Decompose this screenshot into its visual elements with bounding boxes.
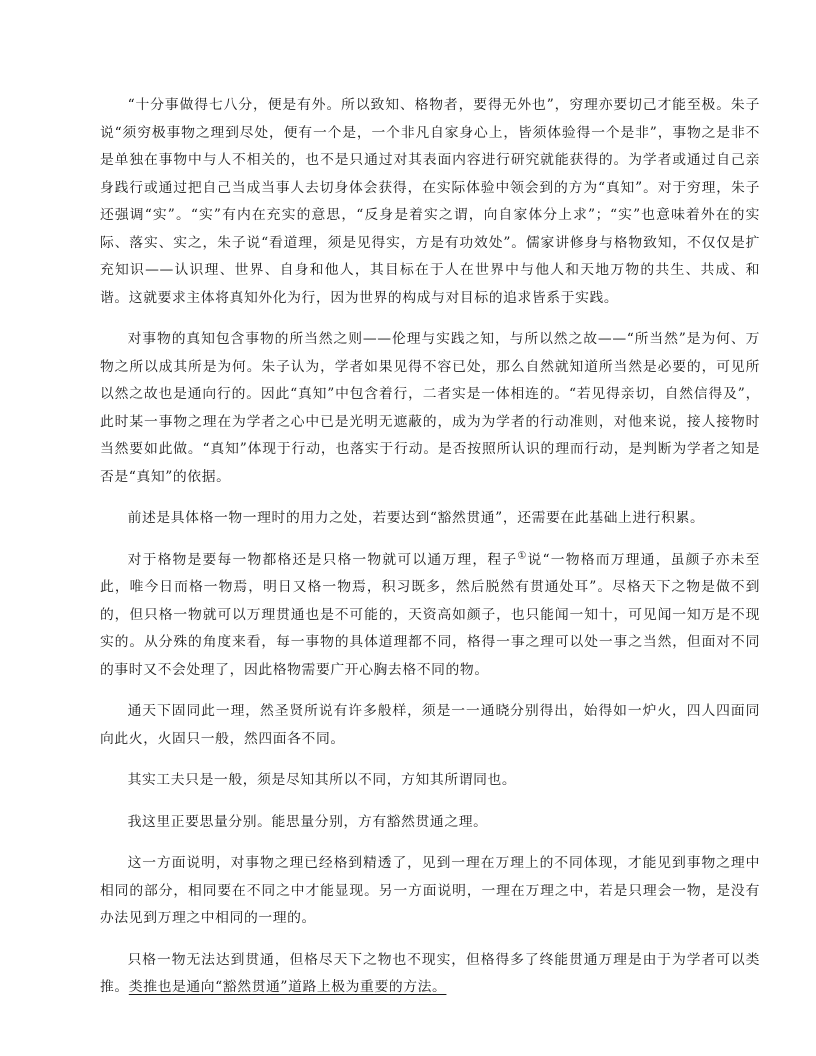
paragraph-8: 这一方面说明，对事物之理已经格到精透了，见到一理在万理上的不同体现，才能见到事物之理中相同的部分，相同要在不同之中才能显现。另一方面说明，一理在万理之中，若是只理会一物，是没有办法见到万理之中相同的一理的。 — [100, 855, 760, 926]
paragraph-5-quote: 通天下固同此一理，然圣贤所说有许多般样，须是一一通晓分别得出，始得如一炉火，四人四面同向此火，火固只一般，然四面各不同。 — [100, 703, 760, 747]
paragraph-4-text-after-note: 说“一物格而万理通，虽颜子亦未至此，唯今日而格一物焉，明日又格一物焉，积习既多，然后脱然有贯通处耳”。尽格天下之物是做不到的，但只格一物就可以万理贯通也是不可能的，天资高如颜子，也只能闻一知十，可见闻一知万是不现实的。从分殊的角度来看，每一事物的具体道理都不同，格得一事之理可以处一事之当然，但面对不同的事时又不会处理了，因此格物需要广开心胸去格不同的物。 — [100, 551, 760, 678]
paragraph-4 — [100, 547, 760, 685]
paragraph-3: 前述是具体格一物一理时的用力之处，若要达到“豁然贯通”，还需要在此基础上进行积累。 — [127, 510, 705, 526]
paragraph-9-text: 只格一物无法达到贯通，但格尽天下之物也不现实，但格得多了终能贯通万理是由于为学者可以类推。 — [100, 951, 760, 995]
footnote-marker[interactable]: ① — [517, 549, 528, 561]
paragraph-7-quote: 我这里正要思量分别。能思量分别，方有豁然贯通之理。 — [127, 813, 488, 830]
paragraph-2: 对事物的真知包含事物的所当然之则——伦理与实践之知，与所以然之故——“所当然”是为何、万物之所以成其所是为何。朱子认为，学者如果见得不容已处，那么自然就知道所当然是必要的，可见所以然之故也是通向行的。因此“真知”中包含着行，二者实是一体相连的。“若见得亲切，自然信得及”，此时某一事物之理在为学者之心中已是光明无遮蔽的，成为为学者的行动准则，对他来说，接人接物时当然要如此做。“真知”体现于行动，也落实于行动。是否按照所认识的理而行动，是判断为学者之知是否是“真知”的依据。 — [100, 331, 760, 485]
paragraph-1: “十分事做得七八分，便是有外。所以致知、格物者，要得无外也”，穷理亦要切己才能至极。朱子说“须穷极事物之理到尽处，便有一个是，一个非凡自家身心上，皆须体验得一个是非”，事物之是非不是单独在事物中与人不相关的，也不是只通过对其表面内容进行研究就能获得的。为学者或通过自己亲身践行或通过把自己当成当事人去切身体会获得，在实际体验中领会到的方为“真知”。对于穷理，朱子还强调“实”。“实”有内在充实的意思，“反身是着实之谓，向自家体分上求”；“实”也意味着外在的实际、落实、实之，朱子说“看道理，须是见得实，方是有功效处”。儒家讲修身与格物致知，不仅仅是扩充知识——认识理、世界、自身和他人，其目标在于人在世界中与他人和天地万物的共生、共成、和谐。这就要求主体将真知外化为行，因为世界的构成与对目标的追求皆系于实践。 — [100, 97, 760, 306]
paragraph-4-text-before-note: 对于格物是要每一物都格还是只格一物就可以通万理，程子 — [127, 551, 518, 568]
document-body — [100, 92, 760, 1002]
paragraph-6-quote: 其实工夫只是一般，须是尽知其所以不同，方知其所谓同也。 — [127, 772, 517, 788]
underlined-sentence: 类推也是通向“豁然贯通”道路上极为重要的方法。 — [128, 979, 447, 995]
paragraph-9 — [100, 947, 760, 1002]
